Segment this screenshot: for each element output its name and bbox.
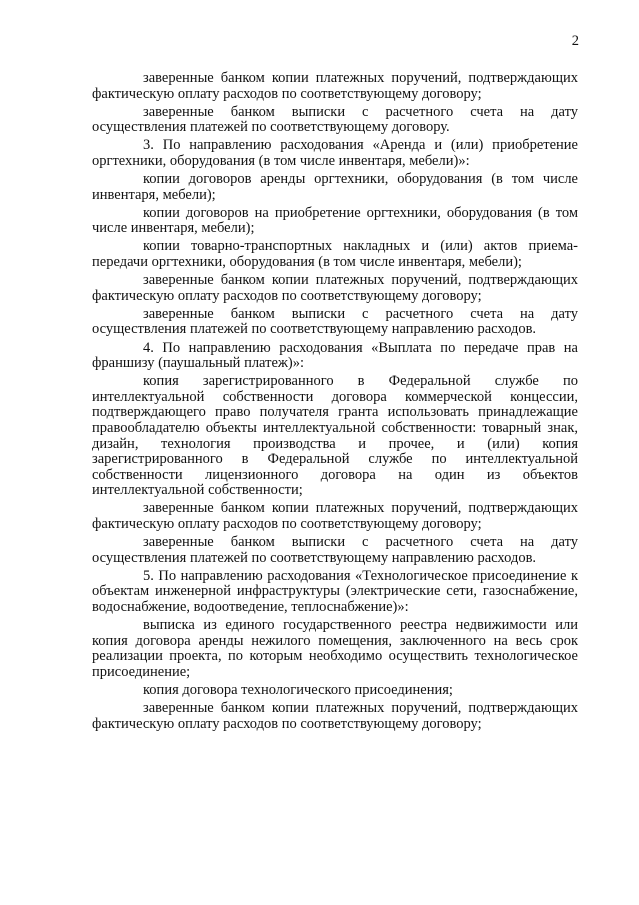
paragraph: выписка из единого государственного реестра недвижимости или копия договора аренды нежилого помещения, заключенного на весь срок реализации проекта, по которым необходимо осуществить технологическое присоединение; <box>92 617 578 680</box>
paragraph: копия договора технологического присоединения; <box>143 681 453 698</box>
paragraph: заверенные банком копии платежных поручений, подтверждающих фактическую оплату расходов по соответствующему договору; <box>92 70 578 102</box>
paragraph: заверенные банком копии платежных поручений, подтверждающих фактическую оплату расходов по соответствующему договору; <box>92 700 578 732</box>
paragraph: копия зарегистрированного в Федеральной службе по интеллектуальной собственности договора коммерческой концессии, подтверждающего право получателя гранта использовать принадлежащие правообладателю объекты интеллектуальной собственности: товарный знак, дизайн, технология производства и прочее, и (или) копия зарегистрированного в Федеральной службе по интеллектуальной собственности лицензионного договора на один из объектов интеллектуальной собственности; <box>92 373 578 499</box>
paragraph: заверенные банком копии платежных поручений, подтверждающих фактическую оплату расходов по соответствующему договору; <box>92 500 578 533</box>
paragraph: 3. По направлению расходования «Аренда и (или) приобретение оргтехники, оборудования (в том числе инвентаря, мебели)»: <box>92 137 578 169</box>
paragraph: заверенные банком выписки с расчетного счета на дату осуществления платежей по соответствующему направлению расходов. <box>92 534 578 566</box>
paragraph: копии товарно-транспортных накладных и (или) актов приема-передачи оргтехники, оборудования (в том числе инвентаря, мебели); <box>92 238 578 271</box>
paragraph: 5. По направлению расходования «Технологическое присоединение к объектам инженерной инфраструктуры (электрические сети, газоснабжение, водоснабжение, водоотведение, теплоснабжение)»: <box>92 567 578 615</box>
paragraph: заверенные банком копии платежных поручений, подтверждающих фактическую оплату расходов по соответствующему договору; <box>92 272 578 304</box>
document-body <box>92 71 578 732</box>
paragraph: заверенные банком выписки с расчетного счета на дату осуществления платежей по соответствующему договору. <box>92 103 578 136</box>
page-number: 2 <box>571 33 579 49</box>
paragraph: копии договоров на приобретение оргтехники, оборудования (в том числе инвентаря, мебели); <box>92 204 578 237</box>
paragraph: заверенные банком выписки с расчетного счета на дату осуществления платежей по соответствующему направлению расходов. <box>92 305 578 338</box>
paragraph: копии договоров аренды оргтехники, оборудования (в том числе инвентаря, мебели); <box>92 171 578 203</box>
paragraph: 4. По направлению расходования «Выплата по передаче прав на франшизу (паушальный платеж)»: <box>92 339 578 372</box>
